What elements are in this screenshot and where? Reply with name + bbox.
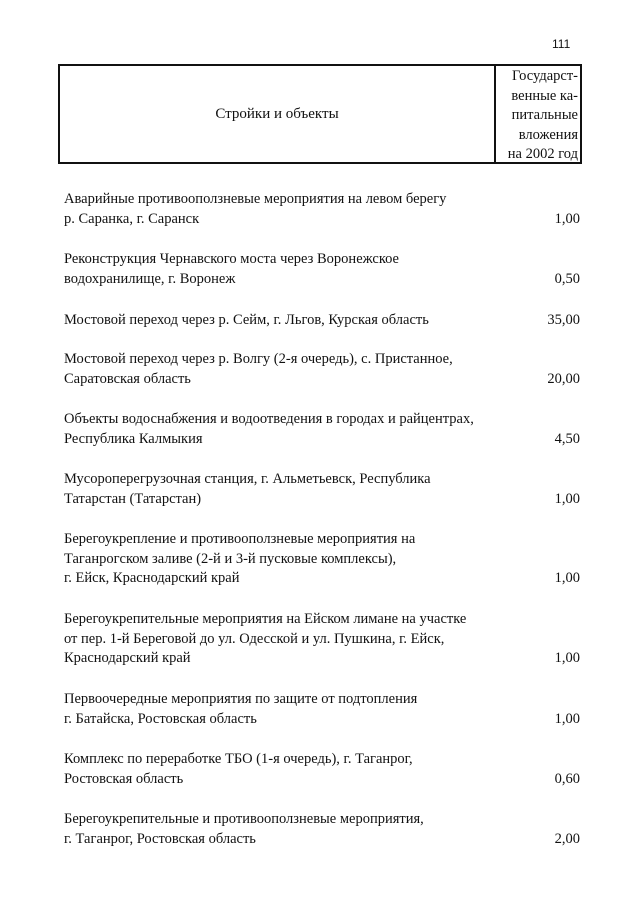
row-description bbox=[64, 610, 504, 669]
row-investment-value: 1,00 bbox=[554, 570, 580, 586]
row-investment-value: 2,00 bbox=[554, 830, 580, 847]
row-description-line: Первоочередные мероприятия по защите от подтопления bbox=[64, 691, 418, 707]
row-investment-value: 1,00 bbox=[554, 650, 580, 666]
row-description-line: Объекты водоснабжения и водоотведения в городах и райцентрах, bbox=[64, 411, 474, 427]
row-description-line: Аварийные противооползневые мероприятия на левом берегу bbox=[64, 191, 447, 207]
row-description-line: Ростовская область bbox=[64, 770, 184, 787]
table-row bbox=[64, 530, 580, 589]
row-description-line: Республика Калмыкия bbox=[64, 430, 203, 447]
table-row bbox=[64, 250, 580, 289]
row-description-line: Берегоукрепление и противооползневые мероприятия на bbox=[64, 531, 416, 547]
row-investment-value: 1,00 bbox=[554, 710, 580, 727]
row-investment-value: 0,50 bbox=[554, 270, 580, 287]
row-description-line: Берегоукрепительные и противооползневые мероприятия, bbox=[64, 811, 424, 827]
row-investment-value: 4,50 bbox=[554, 430, 580, 447]
row-description bbox=[64, 530, 504, 589]
row-description-line: Реконструкция Чернавского моста через Воронежское bbox=[64, 251, 399, 267]
row-description-line: Мостовой переход через р. Волгу (2-я очередь), с. Пристанное, bbox=[64, 351, 453, 367]
row-description-line: Татарстан (Татарстан) bbox=[64, 490, 202, 507]
row-description-line: Мусороперегрузочная станция, г. Альметьевск, Республика bbox=[64, 471, 431, 487]
row-description bbox=[64, 190, 504, 229]
row-investment-value: 1,00 bbox=[554, 490, 580, 507]
header-investment-column bbox=[494, 66, 580, 162]
table-row bbox=[64, 690, 580, 729]
row-investment-value: 0,60 bbox=[554, 770, 580, 787]
page-number: 111 bbox=[552, 37, 571, 51]
row-description bbox=[64, 250, 504, 289]
table-header bbox=[58, 64, 582, 164]
table-row bbox=[64, 750, 580, 789]
row-description-line: Берегоукрепительные мероприятия на Ейском лимане на участке bbox=[64, 611, 467, 627]
row-investment-value: 1,00 bbox=[554, 210, 580, 227]
row-investment-value: 20,00 bbox=[547, 370, 580, 387]
header-investment-line: венные ка- bbox=[511, 87, 578, 104]
row-description bbox=[64, 470, 504, 509]
header-investment-line: вложения bbox=[518, 126, 578, 143]
table-row bbox=[64, 350, 580, 389]
row-description-line: Мостовой переход через р. Сейм, г. Льгов, Курская область bbox=[64, 312, 429, 328]
header-objects-column: Стройки и объекты bbox=[215, 105, 339, 122]
header-investment-line: на 2002 год bbox=[507, 146, 578, 162]
row-description-line: Саратовская область bbox=[64, 370, 191, 387]
row-description bbox=[64, 350, 504, 389]
row-description bbox=[64, 311, 504, 331]
row-description-line: г. Батайска, Ростовская область bbox=[64, 710, 257, 727]
table-row bbox=[64, 410, 580, 449]
header-investment-line: Государст- bbox=[512, 68, 578, 84]
row-description-line: Таганрогском заливе (2-й и 3-й пусковые комплексы), bbox=[64, 550, 397, 567]
header-investment-line: питальные bbox=[511, 107, 578, 123]
row-description-line: Комплекс по переработке ТБО (1-я очередь), г. Таганрог, bbox=[64, 751, 413, 767]
table-row bbox=[64, 311, 580, 331]
row-description bbox=[64, 690, 504, 729]
row-description-line: р. Саранка, г. Саранск bbox=[64, 210, 200, 227]
row-description-line: г. Ейск, Краснодарский край bbox=[64, 570, 240, 586]
row-description bbox=[64, 410, 504, 449]
table-row bbox=[64, 810, 580, 849]
row-description bbox=[64, 810, 504, 849]
row-description-line: Краснодарский край bbox=[64, 650, 191, 666]
row-description-line: г. Таганрог, Ростовская область bbox=[64, 830, 256, 847]
row-description-line: водохранилище, г. Воронеж bbox=[64, 270, 236, 287]
table-row bbox=[64, 470, 580, 509]
row-investment-value: 35,00 bbox=[547, 312, 580, 328]
row-description bbox=[64, 750, 504, 789]
table-row bbox=[64, 190, 580, 229]
row-description-line: от пер. 1-й Береговой до ул. Одесской и ул. Пушкина, г. Ейск, bbox=[64, 630, 445, 647]
table-row bbox=[64, 610, 580, 669]
